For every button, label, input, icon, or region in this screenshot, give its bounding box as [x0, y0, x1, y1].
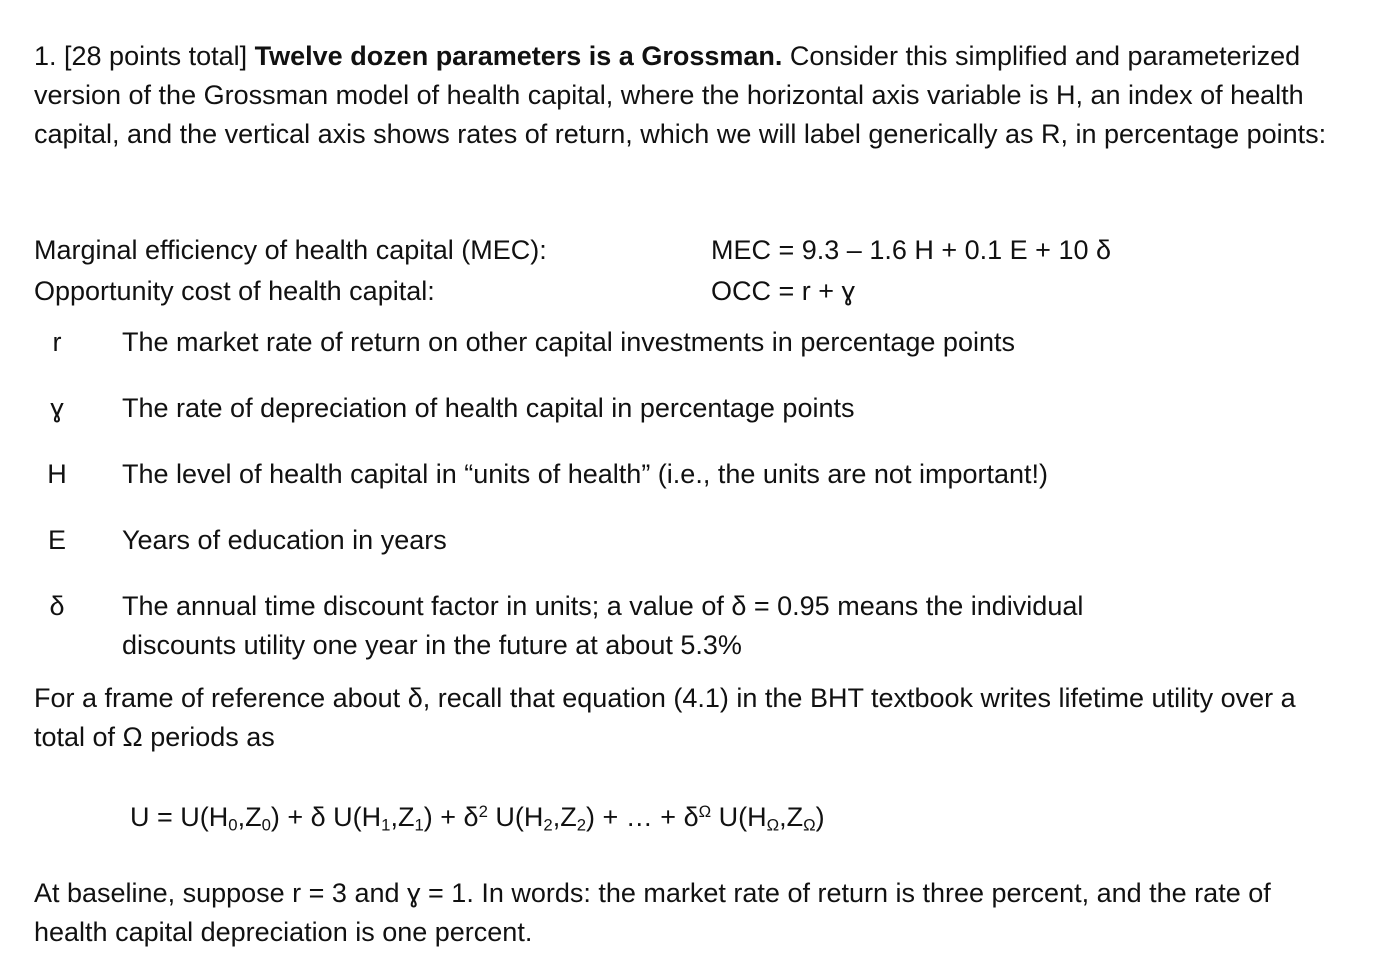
definition-text: The annual time discount factor in units; a value of δ = 0.95 means the individual discounts utility one year in the future at about 5.3%: [122, 591, 1084, 660]
definition-text: The rate of depreciation of health capital in percentage points: [122, 393, 855, 423]
definition-symbol: r: [52, 327, 62, 357]
equation-row-mec: [34, 231, 1364, 270]
question-intro-text: Consider this simplified and parameterized version of the Grossman model of health capital, where the horizontal axis variable is H, an index of health capital, and the vertical axis shows rates of return, which we will label generically as R, in percentage points:: [34, 41, 1327, 149]
definition-symbol: ɣ: [50, 393, 64, 423]
reference-paragraph: For a frame of reference about δ, recall that equation (4.1) in the BHT textbook writes lifetime utility over a total of Ω periods as: [34, 683, 1296, 752]
definition-symbol: δ: [49, 591, 65, 621]
definition-symbol: H: [47, 459, 67, 489]
equation-formula: MEC = 9.3 – 1.6 H + 0.1 E + 10 δ: [711, 235, 1112, 265]
equation-formula: OCC = r + ɣ: [711, 276, 856, 306]
equation-row-occ: [34, 272, 1364, 311]
equation-label: Opportunity cost of health capital:: [34, 276, 435, 306]
definition-text: The level of health capital in “units of health” (i.e., the units are not important!): [122, 459, 1048, 489]
baseline-paragraph: At baseline, suppose r = 3 and ɣ = 1. In words: the market rate of return is three percent, and the rate of health capital depreciation is one percent.: [34, 878, 1271, 947]
definition-text: The market rate of return on other capital investments in percentage points: [122, 327, 1015, 357]
utility-formula: $U = U(H_0,Z_0) + \delta$ $U(H_1,Z_1) + \delta^2$ $U(H_2,Z_2)$ + … + $\delta^\Omega$ $U(H_\Omega,Z_\Omega)$: [130, 801, 825, 835]
definition-text: Years of education in years: [122, 525, 447, 555]
equation-label: Marginal efficiency of health capital (MEC):: [34, 235, 547, 265]
question-title: Twelve dozen parameters is a Grossman.: [254, 41, 783, 71]
definition-symbol: E: [47, 525, 66, 555]
question-intro: [34, 37, 1364, 154]
question-number: 1. [28 points total]: [34, 41, 248, 71]
